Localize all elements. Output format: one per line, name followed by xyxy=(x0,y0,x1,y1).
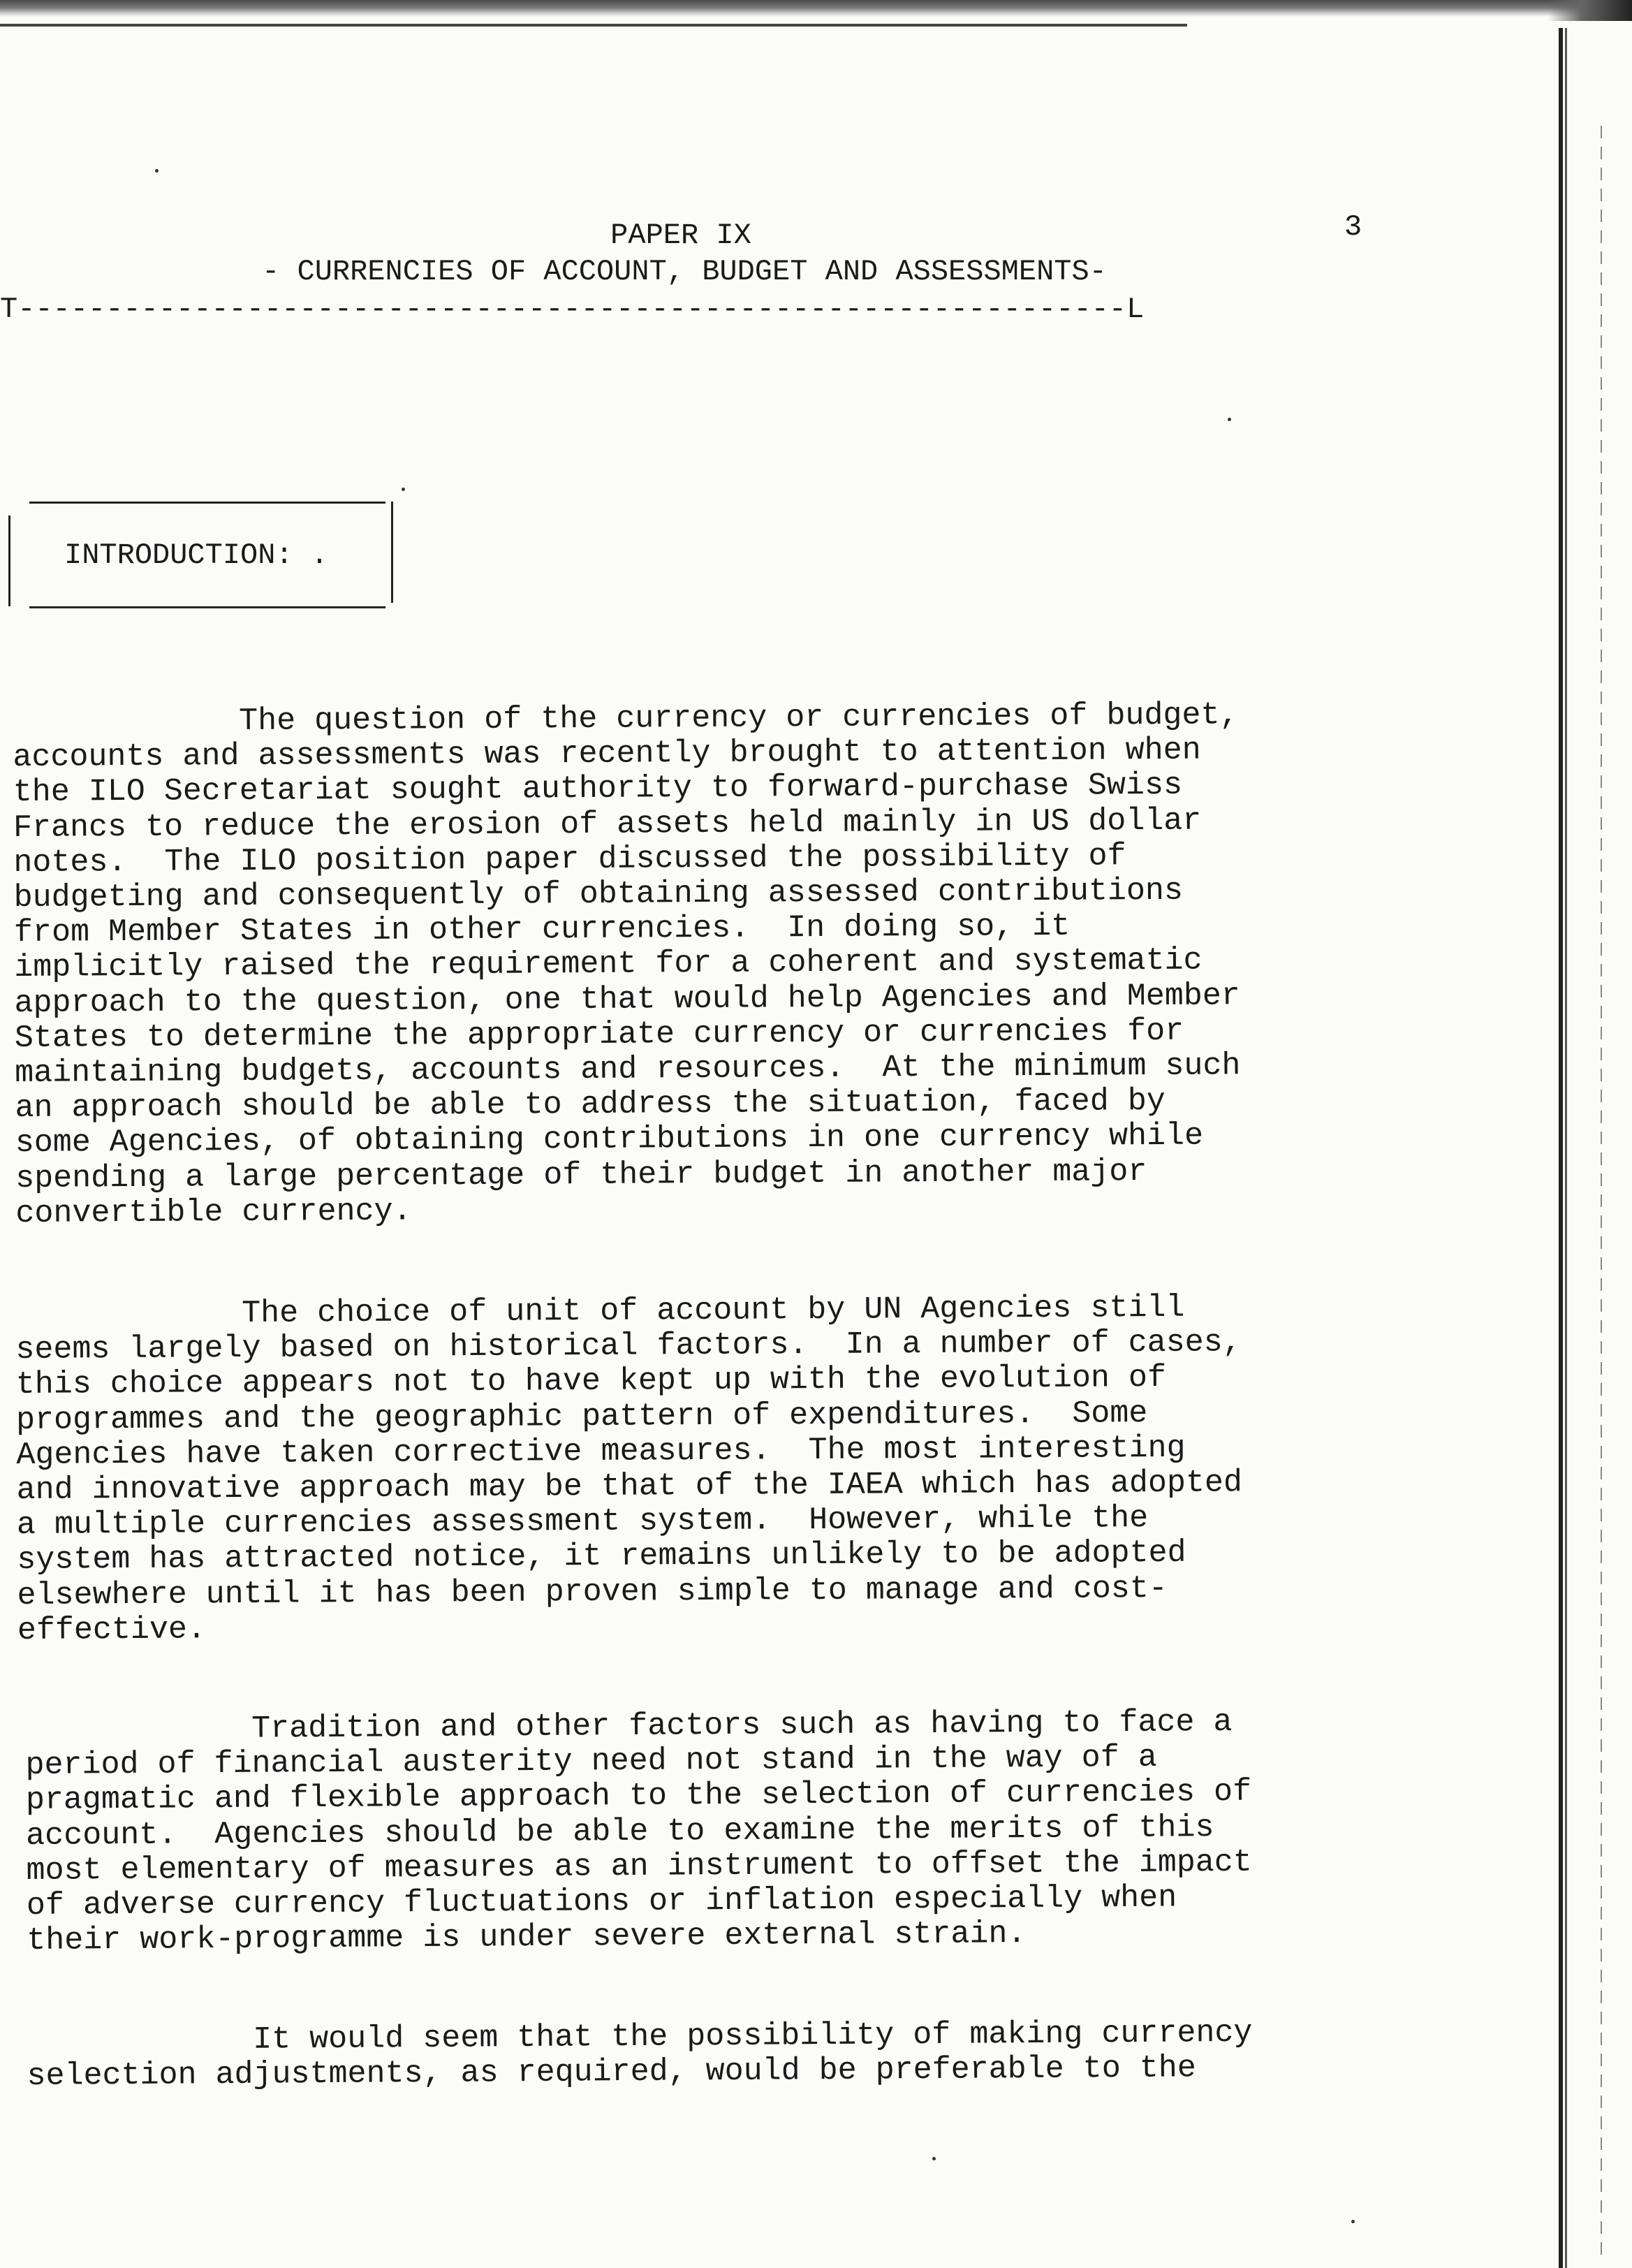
page-title: PAPER IX xyxy=(610,219,751,252)
scan-top-line xyxy=(0,24,1187,27)
box-border-bottom xyxy=(29,606,385,608)
scan-speck xyxy=(1228,418,1231,421)
scan-right-thin-line xyxy=(1601,126,1602,2256)
page-number: 3 xyxy=(1344,210,1362,244)
paragraph-4: It would seem that the possibility of making currency selection adjustments, as required, would be preferable to the xyxy=(26,2014,1253,2095)
page-subtitle: - CURRENCIES OF ACCOUNT, BUDGET AND ASSESSMENTS- xyxy=(262,255,1107,288)
box-border-right xyxy=(391,502,393,603)
header-rule: T---------------------------------------------------------------L xyxy=(0,293,1145,326)
scan-speck xyxy=(1351,2220,1355,2223)
scan-speck xyxy=(155,169,159,173)
paragraph-3: Tradition and other factors such as having to face a period of financial austerity need not stand in the way of a pragmatic and flexible approach to the selection of currencies of account. Agencies should be able to examine the merits of this most elementary of measures as an instrument to offset the impact of adverse currency fluctuations or inflation especially when their work-programme is under severe external strain. xyxy=(24,1704,1253,1959)
scan-speck xyxy=(402,488,405,491)
box-border-left xyxy=(8,515,10,606)
section-heading-box xyxy=(8,502,392,606)
scan-right-border xyxy=(1559,28,1567,2268)
paragraph-2: The choice of unit of account by UN Agencies still seems largely based on historical factors. In a number of cases, this choice appears not to have kept up with the evolution of programmes and the geographic pattern of expenditures. Some Agencies have taken corrective measures. The most interesting and innovative approach may be that of the IAEA which has adopted a multiple currencies assessment system. However, while the system has attracted notice, it remains unlikely to be adopted elsewhere until it has been proven simple to manage and cost- effective. xyxy=(15,1289,1243,1648)
scan-speck xyxy=(932,2157,936,2160)
scan-corner xyxy=(1548,0,1632,21)
scan-top-edge xyxy=(0,0,1632,17)
box-border-top xyxy=(29,502,385,504)
paragraph-1: The question of the currency or currencies of budget, accounts and assessments was recently brought to attention when the ILO Secretariat sought authority to forward-purchase Swiss Francs to reduce the erosion of assets held mainly in US dollar notes. The ILO position paper discussed the possibility of budgeting and consequently of obtaining assessed contributions from Member States in other currencies. In doing so, it implicitly raised the requirement for a coherent and systematic approach to the question, one that would help Agencies and Member States to determine the appropriate currency or currencies for maintaining budgets, accounts and resources. At the minimum such an approach should be able to address the situation, faced by some Agencies, of obtaining contributions in one currency while spending a large percentage of their budget in another major convertible currency. xyxy=(12,697,1241,1231)
section-heading: INTRODUCTION: . xyxy=(64,539,329,572)
